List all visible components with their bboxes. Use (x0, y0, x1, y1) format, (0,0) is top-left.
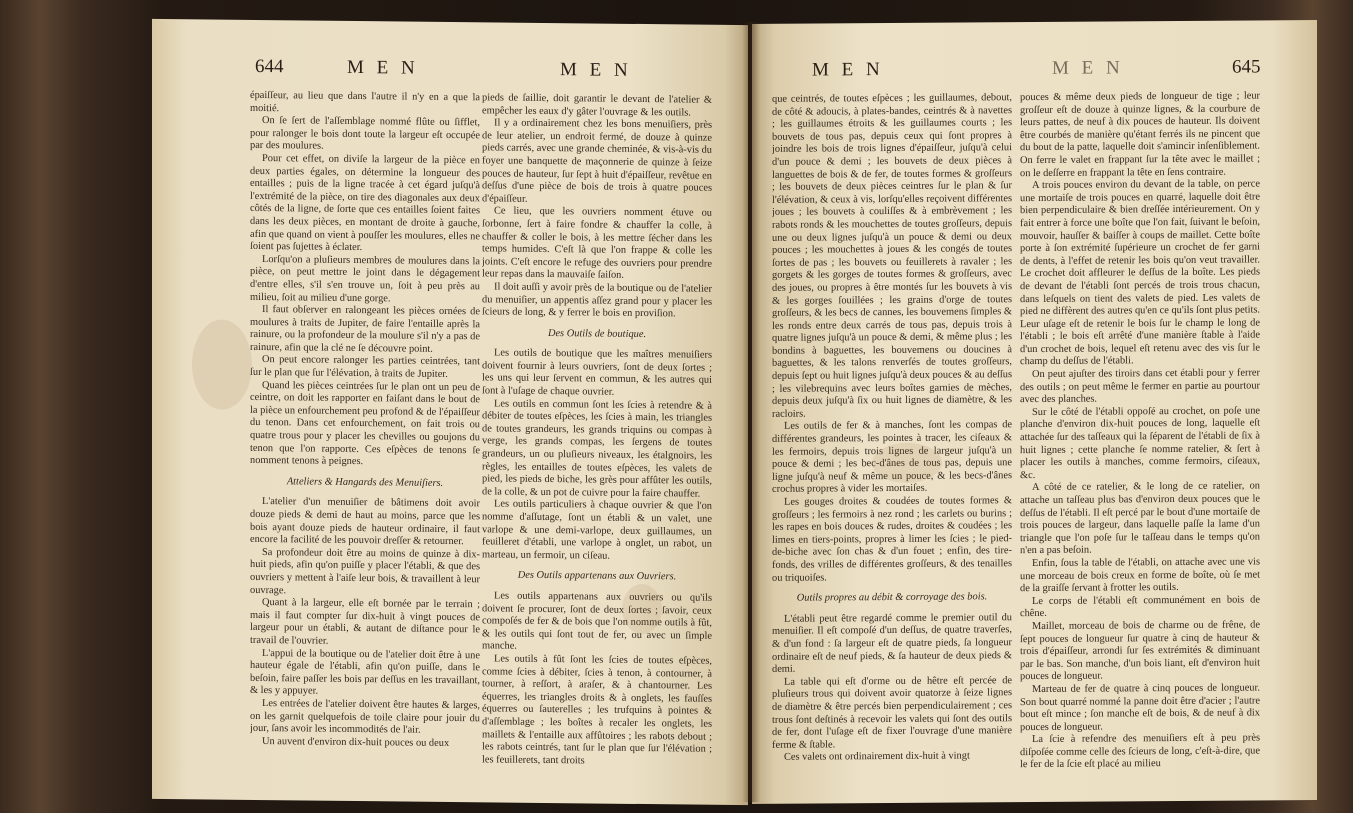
running-head: M E N (560, 59, 632, 81)
right-page (752, 20, 1317, 804)
paragraph: Les outils en commun ſont les ſcies à retendre & à débiter de toutes eſpèces, les ſcies à main, les triangles de toutes grandeurs, les grands triquins ou compas à verge, les grands compas, les ſergens de toutes grandeurs, un ou pluſieurs niveaux, les étalgnoirs, les règles, les entailles de toutes eſpèces, les valets de pied, les pieds de biche, les grès pour affûter les outils, de la colle, & un pot de cuivre pour la faire chauffer. (482, 398, 712, 500)
running-head: M E N (812, 59, 884, 81)
paragraph: Le corps de l'établi eſt communément en bois de chêne. (1020, 594, 1260, 620)
paragraph: Les entrées de l'atelier doivent être hautes & larges, on les garnit quelquefois de toile claire pour jouir du jour, ſans avoir les incommodités de l'air. (250, 697, 480, 736)
paragraph: Les outils particuliers à chaque ouvrier & que l'on nomme d'aſſutage, ſont un établi & un valet, une varlope & une demi-varlope, deux guillaumes, un feuilleret d'établi, une varlope à onglet, un rabot, un marteau, un fermoir, un ciſeau. (482, 498, 712, 562)
paragraph: A côté de ce ratelier, & le long de ce ratelier, on attache un taſſeau plus bas d'environ deux pouces que le deſſus de l'établi. Il eſt percé par le bout d'une mortaiſe de trois pouces de largeur, dans laquelle paſſe la lame d'un triangle que l'on poſe ſur le taſſeau dans le temps qu'on n'en a pas beſoin. (1020, 480, 1260, 557)
section-heading: Atteliers & Hangards des Menuiſiers. (286, 476, 444, 489)
paper-stain (192, 319, 252, 410)
paragraph: Quand les pièces ceintrées ſur le plan ont un peu de ceintre, on doit les rapporter en faiſant dans le bout de la pièce un enfourchement peu profond & de l'épaiſſeur du tenon. Dans cet enfourchement, on fait trois ou quatre trous pour y placer les chevilles ou goujons du tenon que l'on rapporte. Ces eſpèces de tenons ſe nomment tenons à peignes. (250, 379, 480, 468)
paragraph: Ce lieu, que les ouvriers nomment étuve ou ſorbonne, ſert à faire fondre & chauffer la colle, à chauffer & coller le bois, à les mettre ſécher dans les temps humides. C'eſt là que l'on frappe & colle les joints. C'eſt encore le refuge des ouvriers pour prendre leur repas dans la mauvaiſe ſaiſon. (482, 205, 712, 282)
book-gutter (742, 22, 760, 802)
paragraph: Marteau de fer de quatre à cinq pouces de longueur. Son bout quarré nommé la panne doit être d'acier ; l'autre bout eſt mince ; ſon manche eſt de bois, & de neuf à dix pouces de longueur. (1020, 682, 1260, 733)
paragraph: Sa profondeur doit être au moins de quinze à dix-huit pieds, afin qu'on puiſſe y placer l'établi, & que des ouvriers y mettent à l'aiſe leur bois, & travaillent à leur ouvrage. (250, 546, 480, 596)
paragraph: L'appui de la boutique ou de l'atelier doit être à une hauteur égale de l'établi, afin qu'on puiſſe, dans le beſoin, faire paſſer les bois par deſſus en les travaillant, & les y appuyer. (250, 647, 480, 697)
paragraph: On peut ajuſter des tiroirs dans cet établi pour y ferrer des outils ; on peut même le fermer en partie au pourtour avec des planches. (1020, 367, 1260, 406)
paper-stain (622, 584, 662, 634)
paragraph: Les outils de boutique que les maîtres menuiſiers doivent fournir à leurs ouvriers, ſont de deux ſortes ; les uns qui leur ſervent en commun, & les autres qui ſont à l'uſage de chaque ouvrier. (482, 347, 712, 398)
running-head: M E N (347, 56, 419, 79)
paragraph: Quant à la largeur, elle eſt bornée par le terrain ; mais il faut compter ſur dix-huit à vingt pouces de largeur pour un établi, & autant de diſtance pour le travail de l'ouvrier. (250, 597, 480, 647)
text-column-3 (772, 92, 1012, 794)
paragraph: On peut encore ralonger les parties ceintrées, tant ſur le plan que ſur l'élévation, à traits de Jupiter. (250, 354, 480, 381)
section-heading: Des Outils appartenans aux Ouvriers. (517, 570, 677, 583)
paragraph: Les outils de fer & à manches, ſont les compas de différentes grandeurs, les pointes à tracer, les ciſeaux & les fermoirs, depuis trois lignes de largeur juſqu'à un pouce & demi ; les bec-d'ânes de tous pas, depuis une ligne juſqu'à neuf & même un pouce, & les becs-d'ânes crochus propres à vider les mortaiſes. (772, 419, 1012, 496)
page-number-left: 644 (255, 55, 284, 78)
paragraph: Il faut obſerver en ralongeant les pièces ornées de moulures à traits de Jupiter, de faire l'entaille après la rainure, ou la profondeur de la moulure s'il n'y a pas de rainure, afin que la clé ne ſe découvre point. (250, 304, 480, 355)
paragraph: La ſcie à refendre des menuiſiers eſt à peu près diſpoſée comme celle des ſcieurs de long, c'eſt-à-dire, que le fer de la ſcie eſt placé au milieu (1020, 732, 1260, 771)
paragraph: pouces & même deux pieds de longueur de tige ; leur groſſeur eſt de douze à quinze lignes, & la courbure de leurs pattes, de neuf à dix pouces de hauteur. Ils doivent être courbés de manière qu'étant ferrés ils ne pincent que du bout de la patte, laquelle doit s'amincir inſenſiblement. On ferre le valet en frappant ſur la tête avec le maillet ; on le deſſerre en frappant la tête en ſens contraire. (1020, 90, 1260, 179)
paragraph: La table qui eſt d'orme ou de hêtre eſt percée de pluſieurs trous qui doivent avoir quatorze à ſeize lignes de diamètre & être percés bien perpendiculairement ; ces trous ſont deſtinés à recevoir les valets qui ſont des outils de fer, dont l'uſage eſt de fixer l'ouvrage d'une manière ferme & ſtable. (772, 674, 1012, 751)
paragraph: que ceintrés, de toutes eſpèces ; les guillaumes, debout, de côté & adoucis, à plates-bandes, ceintrés & à navettes ; les guillaumes étroits & les guillaumes courts ; les bouvets de tous pas, depuis ceux qui ſont propres à joindre les bois de trois lignes d'épaiſſeur, juſqu'à celui d'un pouce & demi ; les bouvets de deux pièces à languettes de bois & de fer, de toutes formes & groſſeurs ; les bouvets de deux pièces ceintres ſur le plan & ſur l'élévation, & ceux à vis, lorſqu'elles reçoivent différentes joues ; les bouvets à couliſſes & à embrèvement ; les rabots ronds & les mouchettes de toutes groſſeurs, depuis une ou deux lignes juſqu'à un pouce & demi ou deux pouces ; les mouchettes à joues & les congés de toutes ſortes de pas ; les bouvets ou feuillerets à ravaler ; les gorgets & les gorges de toutes formes & groſſeurs, avec des joues, ou propres à être montés ſur les bouvets à vis & les gorges ſouillées ; les grains d'orge de toutes groſſeurs, & les becs de cannes, les bouvemens ſimples & les ronds entre deux carrés de tous pas, depuis trois à quatre lignes juſqu'à un pouce & demi, & même plus ; les bondins à baguettes, les bouvemens ou doucines à baguettes, & les talons renverſés de toutes groſſeurs, depuis ſept ou huit lignes juſqu'à deux pouces & au deſſus ; les vilebrequins avec leurs boîtes garnies de mèches, depuis deux juſqu'à ſix ou huit lignes de diamètre, & les racloirs. (772, 92, 1012, 420)
paragraph: Ces valets ont ordinairement dix-huit à vingt (784, 750, 970, 764)
paragraph: Les outils appartenans aux ouvriers ou qu'ils doivent ſe procurer, ſont de deux ſortes ; ſavoir, ceux compoſés de fer & de bois que l'on nomme outils à fût, & les outils qui ſont tout de fer, ou avec un ſimple manche. (482, 590, 712, 653)
paragraph: Enfin, ſous la table de l'établi, on attache avec une vis une morceau de bois creux en forme de boîte, où ſe met de la graiſſe ſervant à frotter les outils. (1020, 556, 1260, 595)
left-page (152, 19, 748, 805)
text-column-4 (1020, 90, 1260, 792)
paragraph: A trois pouces environ du devant de la table, on perce une mortaiſe de trois pouces en quarré, laquelle doit être bien perpendiculaire & bien dreſſée intérieurement. On y fait entrer à force une boîte que l'on fait, ſuivant le beſoin, mouvoir, hauſſer & baiſſer à coups de maillet. Cette boîte porte à ſon extrémité ſupérieure un crochet de fer garni de dents, à l'effet de retenir les bois qu'on veut travailler. Le crochet doit affleurer le deſſus de la boîte. Les pieds de devant de l'établi ſont percés de trois trous chacun, dans leſquels on tient des valets de pied. Les valets de pied ne diffèrent des autres qu'en ce qu'ils ſont plus petits. Leur uſage eſt de retenir le bois ſur le champ le long de l'établi ; le bois eſt arrêté d'une manière ſtable à l'aide d'un crochet de bois, lequel eſt retenu avec des vis ſur le champ du deſſus de l'établi. (1020, 178, 1260, 368)
paragraph: L'atelier d'un menuiſier de bâtimens doit avoir douze pieds & demi de haut au moins, parce que les bois ayant douze pieds de hauteur ordinaire, il faut encore la facilité de les pouvoir dreſſer & retourner. (250, 496, 480, 548)
paragraph: Les gouges droites & coudées de toutes formes & groſſeurs ; les fermoirs à nez rond ; les carlets ou burins ; les rapes en bois douces & rudes, droites & coudées ; les limes en tiers-points, propres à limer les ſcies ; le pied-de-biche avec ſon chas & d'un fouet ; enfin, des tire-fonds, des vrilles de différentes groſſeurs, & des tenailles ou triquoiſes. (772, 495, 1012, 584)
paragraph: Il doit auſſi y avoir près de la boutique ou de l'atelier du menuiſier, un appentis aſſez grand pour y placer les ſcieurs de long, & y ferrer le bois en proviſion. (482, 281, 712, 320)
text-column-1 (250, 90, 480, 792)
text-column-2 (482, 92, 712, 794)
paragraph: Sur le côté de l'établi oppoſé au crochet, on poſe une planche d'environ dix-huit pouces de long, laquelle eſt attachée ſur des taſſeaux qui la ſéparent de l'établi de ſix à huit lignes ; cette planche ſe nomme ratelier, & ſert à placer les outils à manches, comme fermoirs, ciſeaux, &c. (1020, 405, 1260, 481)
section-heading: Des Outils de boutique. (547, 327, 647, 340)
paragraph: épaiſſeur, au lieu que dans l'autre il n'y en a que la moitié. (250, 89, 480, 114)
paragraph: Un auvent d'environ dix-huit pouces ou deux (262, 735, 450, 749)
paragraph: Pour cet effet, on diviſe la largeur de la pièce en deux parties égales, on détermine la longueur des entailles ; puis de la ligne tracée à cet égard juſqu'à l'extrémité de la pièce, on tire des diagonales aux deux côtés de la ligne, de ſorte que ces entailles ſoient faites dans les deux pièces, en montant de droite à gauche, afin que quand on vient à pouſſer les moulures, elles ne ſoient pas ſujettes à éclater. (250, 152, 480, 254)
section-heading: Outils propres au débit & corroyage des bois. (796, 591, 988, 604)
page-number-right: 645 (1232, 56, 1261, 78)
paragraph: L'établi peut être regardé comme le premier outil du menuiſier. Il eſt compoſé d'un deſſus, de quatre traverſes, & d'un fond : ſa largeur eſt de quatre pieds, ſa longueur ordinaire eſt de neuf pieds, & ſa hauteur de deux pieds & demi. (772, 611, 1012, 675)
paragraph: Maillet, morceau de bois de charme ou de frêne, de ſept pouces de longueur ſur quatre à cinq de hauteur & trois d'épaiſſeur, arrondi ſur ſes extrémités & diminuant par le bas. Son manche, d'un bois liant, eſt d'environ huit pouces de longueur. (1020, 619, 1260, 683)
paragraph: Il y a ordinairement chez les bons menuiſiers, près de leur atelier, un endroit fermé, de douze à quinze pieds carrés, avec une grande cheminée, & vis-à-vis du foyer une banquette de maçonnerie de quinze à ſeize pouces de hauteur, ſur ſept à huit d'épaiſſeur, revêtue en deſſus d'une pièce de bois de trois à quatre pouces d'épaiſſeur. (482, 117, 712, 205)
paragraph: Lorſqu'on a pluſieurs membres de moulures dans la pièce, on peut mettre le joint dans le dégagement d'entre elles, s'il s'en trouve un, ſoit à peu près au milieu, ſoit au milieu d'une gorge. (250, 253, 480, 304)
running-head: M E N (1052, 57, 1124, 79)
paragraph: pieds de ſaillie, doit garantir le devant de l'atelier & empêcher les eaux d'y gâter l'ouvrage & les outils. (482, 92, 712, 119)
paragraph: On ſe ſert de l'aſſemblage nommé flûte ou ſifflet, pour ralonger le bois dont toute la largeur eſt occupée par des moulures. (250, 115, 480, 153)
paragraph: Les outils à fût ſont les ſcies de toutes eſpèces, comme ſcies à débiter, ſcies à tenon, à contourner, à tourner, à reſſort, à araſer, & à chantourner. Les équerres, les triangles droits & à onglets, les fauſſes équerres ou ſauterelles ; les trufquins à pointes & d'aſſemblage ; les boîtes à recaler les onglets, les maillets & l'entaille aux affûtoires ; les rabots debout ; les rabots ceintrés, tant ſur le plan que ſur l'élévation ; les feuillerets, tant droits (482, 653, 712, 767)
